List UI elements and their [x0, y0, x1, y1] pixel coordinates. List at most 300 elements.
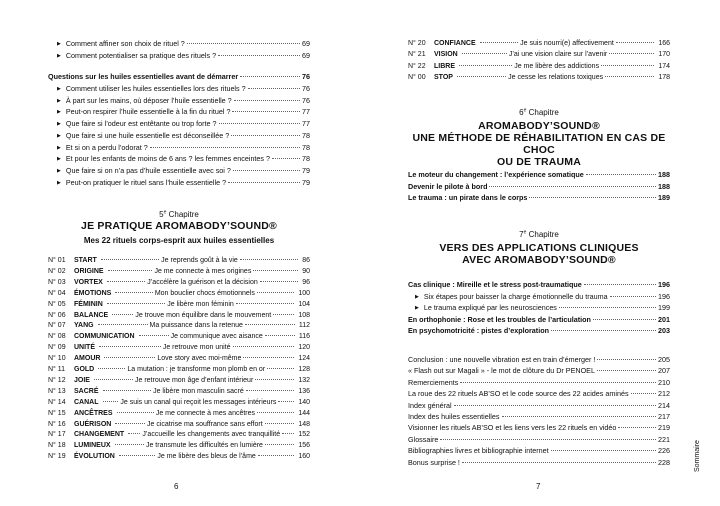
ritual-name: ANCÊTRES [74, 409, 113, 417]
toc-entry-page: 78 [302, 142, 310, 152]
ritual-name: AMOUR [74, 355, 101, 363]
toc-entry-page: 76 [302, 95, 310, 105]
ritual-page: 104 [298, 300, 310, 308]
dot-leader [236, 303, 295, 304]
ritual-description: J’accélère la guérison et la décision [147, 278, 258, 286]
ritual-description: Je suis nourri(e) affectivement [520, 40, 614, 47]
dot-leader [115, 444, 144, 445]
ritual-name: START [74, 257, 97, 264]
dot-leader [234, 100, 300, 101]
toc-entry-text: À part sur les mains, où déposer l’huile essentielle ? [65, 95, 232, 105]
dot-leader [605, 76, 654, 77]
ritual-name: GOLD [74, 366, 95, 373]
toc-entry [408, 170, 670, 180]
ritual-description: Je retrouve mon unité [162, 344, 231, 352]
ritual-entry [48, 278, 310, 289]
dot-leader [233, 170, 300, 171]
dot-leader [267, 368, 294, 369]
dot-leader [282, 433, 294, 434]
toc-entry-page: 226 [658, 446, 670, 456]
dot-leader [101, 259, 159, 260]
ritual-number: N° 11 [48, 366, 66, 373]
ritual-page: 112 [298, 322, 311, 330]
dot-leader [255, 379, 294, 380]
dot-leader [610, 296, 656, 297]
dot-leader [265, 444, 294, 445]
dot-leader [245, 324, 295, 325]
ritual-description: J’ai une vision claire sur l’avenir [508, 51, 608, 59]
ritual-entry [48, 311, 310, 322]
toc-entry-text: Glossaire [408, 434, 439, 444]
ritual-description: Je cicatrise ma souffrance sans effort [146, 420, 263, 428]
toc-entry [408, 366, 670, 376]
ritual-entry [408, 73, 670, 84]
dot-leader [489, 186, 656, 187]
toc-entry-page: 221 [658, 434, 670, 444]
ritual-description: Je me connecte à mes origines [154, 267, 252, 275]
toc-entry-text: Peut-on pratiquer le rituel sans l’huile essentielle ? [65, 177, 227, 187]
toc-entry-text: « Flash out sur Magali » - le mot de clôture du Dr PENOEL [408, 366, 595, 376]
ritual-entry [48, 289, 310, 300]
toc-entry [408, 315, 670, 325]
dot-leader [460, 382, 656, 383]
toc-entry-page: 78 [302, 154, 310, 164]
ritual-entry [48, 332, 310, 343]
ritual-number: N° 06 [48, 311, 66, 319]
dot-leader [551, 330, 656, 331]
chapter-7-label: 7e Chapitre [519, 229, 559, 239]
ritual-description: Je cesse les relations toxiques [508, 73, 604, 81]
ritual-entry [408, 39, 670, 50]
toc-entry-page: 77 [302, 119, 310, 129]
ritual-page: 144 [298, 409, 311, 417]
toc-entry-page: 196 [658, 291, 670, 301]
dot-leader [593, 319, 656, 320]
toc-entry [57, 166, 310, 176]
ritual-page: 140 [298, 398, 310, 406]
toc-entry-text: Visionner les rituels AB’SO et les liens vers les 22 rituels en vidéo [408, 423, 617, 433]
ritual-name: SACRÉ [74, 387, 99, 395]
toc-entry [57, 178, 310, 188]
dot-leader [107, 281, 145, 282]
dot-leader [559, 307, 656, 308]
toc-entry-text: Bibliographies livres et bibliographie internet [408, 446, 549, 456]
dot-leader [529, 197, 656, 198]
toc-entry-page: 214 [658, 400, 670, 410]
dot-leader [231, 135, 300, 136]
ritual-entry [48, 398, 310, 409]
toc-entry-page: 203 [658, 326, 670, 335]
ritual-page: 174 [658, 62, 671, 70]
ritual-entry [48, 376, 310, 387]
dot-leader [107, 303, 166, 304]
toc-entry [408, 193, 670, 203]
toc-entry [408, 326, 670, 336]
toc-entry-page: 205 [658, 355, 670, 364]
dot-leader [462, 53, 507, 54]
ritual-page: 160 [298, 453, 311, 461]
ritual-name: BALANCE [74, 311, 109, 319]
ritual-number: N° 01 [48, 257, 66, 264]
dot-leader [480, 42, 519, 43]
toc-entry-text: Et si on a perdu l’odorat ? [65, 142, 148, 152]
bullet-arrow-icon: ▶ [57, 109, 61, 116]
toc-entry-text: Devenir le pilote à bord [408, 181, 488, 191]
ritual-entry [48, 267, 310, 278]
ritual-number: N° 09 [48, 344, 66, 352]
dot-leader [597, 370, 656, 371]
bullet-arrow-icon: ▶ [57, 53, 61, 60]
toc-entry-text: Comment utiliser les huiles essentielles lors des rituels ? [65, 84, 246, 93]
ritual-entry [48, 343, 310, 354]
toc-entry [57, 107, 310, 117]
ritual-entry [48, 409, 310, 420]
toc-entry-page: 219 [658, 423, 670, 433]
ritual-name: COMMUNICATION [74, 333, 135, 341]
dot-leader [240, 76, 300, 77]
dot-leader [108, 270, 153, 271]
ritual-entry [48, 387, 310, 398]
ritual-description: Je libère mon masculin sacré [153, 387, 244, 395]
ritual-number: N° 18 [48, 442, 66, 450]
dot-leader [616, 42, 655, 43]
bullet-arrow-icon: ▶ [415, 305, 419, 311]
sommaire-side-label: Sommaire [694, 440, 701, 472]
toc-entry-text: La roue des 22 rituels AB’SO et le code source des 22 acides aminés [408, 389, 629, 399]
dot-leader [150, 147, 300, 148]
toc-entry-page: 210 [658, 377, 670, 387]
ritual-number: N° 22 [408, 62, 426, 70]
toc-entry-page: 69 [302, 51, 310, 61]
ritual-number: N° 03 [48, 278, 66, 286]
dot-leader [597, 359, 656, 360]
ritual-number: N° 15 [48, 409, 66, 417]
ritual-name: JOIE [74, 376, 90, 384]
ritual-number: N° 12 [48, 376, 66, 384]
ritual-page: 90 [302, 267, 310, 275]
ritual-number: N° 16 [48, 420, 66, 428]
toc-entry [408, 401, 670, 411]
toc-entry [57, 51, 310, 61]
dot-leader [584, 284, 656, 285]
toc-entry [408, 446, 670, 456]
toc-entry-page: 228 [658, 457, 670, 467]
toc-entry [415, 292, 670, 302]
dot-leader [601, 65, 654, 66]
toc-entry-text: Le trauma : un pirate dans le corps [408, 193, 528, 202]
ritual-number: N° 21 [408, 51, 426, 59]
toc-entry-page: 188 [658, 170, 670, 179]
toc-entry-text: Et pour les enfants de moins de 6 ans ? les femmes enceintes ? [65, 154, 271, 164]
ritual-description: Je reprends goût à la vie [161, 257, 238, 264]
questions-heading [48, 72, 310, 82]
toc-entry-text: En orthophonie : Rose et les troubles de l’articulation [408, 314, 591, 324]
dot-leader [609, 53, 654, 54]
chapter-6-label: 6e Chapitre [519, 107, 559, 117]
ritual-page: 124 [298, 355, 311, 363]
dot-leader [98, 324, 148, 325]
dot-leader [233, 346, 295, 347]
dot-leader [104, 357, 155, 358]
toc-entry-page: 189 [658, 193, 670, 202]
ritual-name: ÉMOTIONS [74, 289, 112, 297]
toc-entry-page: 78 [302, 130, 310, 140]
ritual-entry [48, 441, 310, 452]
dot-leader [219, 123, 301, 124]
dot-leader [128, 433, 140, 434]
ritual-name: ÉVOLUTION [74, 453, 115, 461]
toc-entry-text: Cas clinique : Mireille et le stress post-traumatique [408, 280, 582, 289]
toc-entry [57, 84, 310, 94]
toc-entry-text: Que faire si on n’a pas d’huile essentielle avec soi ? [65, 165, 231, 175]
dot-leader [246, 390, 295, 391]
toc-entry [408, 355, 670, 365]
ritual-description: Je trouve mon équilibre dans le mouvement [135, 311, 272, 319]
toc-entry-text: Comment potentialiser sa pratique des rituels ? [65, 51, 217, 61]
bullet-arrow-icon: ▶ [57, 132, 61, 139]
ritual-description: Love story avec moi-même [157, 355, 242, 363]
toc-entry [408, 389, 670, 399]
dot-leader [462, 462, 656, 463]
ritual-number: N° 07 [48, 322, 66, 330]
ritual-description: Je communique avec aisance [170, 333, 263, 341]
toc-entry-page: 217 [658, 412, 670, 421]
toc-entry [57, 131, 310, 141]
toc-entry-page: 212 [658, 389, 670, 399]
toc-entry [415, 303, 670, 313]
dot-leader [260, 281, 298, 282]
ritual-name: CHANGEMENT [74, 431, 125, 439]
ritual-page: 136 [298, 387, 311, 395]
dot-leader [272, 158, 300, 159]
ritual-number: N° 14 [48, 398, 66, 406]
dot-leader [631, 393, 656, 394]
ritual-name: UNITÉ [74, 344, 95, 352]
ritual-entry [408, 50, 670, 61]
ritual-number: N° 17 [48, 431, 66, 439]
ritual-entry [48, 321, 310, 332]
ritual-page: 96 [302, 278, 311, 286]
toc-entry-page: 196 [658, 280, 670, 289]
ritual-page: 148 [298, 420, 310, 428]
toc-entry-page: 69 [302, 39, 310, 48]
ritual-name: CANAL [74, 398, 99, 406]
toc-entry-text: Bonus surprise ! [408, 457, 460, 467]
ritual-description: J’accueille les changements avec tranquillité [142, 431, 281, 439]
ritual-page: 166 [658, 40, 671, 47]
dot-leader [457, 76, 506, 77]
right-page [360, 0, 720, 506]
bullet-arrow-icon: ▶ [57, 121, 61, 128]
toc-entry [408, 458, 670, 468]
bullet-arrow-icon: ▶ [57, 156, 61, 163]
ritual-description: Je retrouve mon âge d’enfant intérieur [134, 376, 254, 384]
bullet-arrow-icon: ▶ [57, 179, 61, 186]
toc-entry [408, 378, 670, 388]
ritual-page: 128 [298, 366, 310, 373]
toc-entry [57, 39, 310, 49]
dot-leader [586, 174, 656, 175]
ritual-page: 100 [298, 289, 310, 297]
dot-leader [243, 357, 294, 358]
toc-entry [408, 423, 670, 433]
bullet-arrow-icon: ▶ [57, 167, 61, 174]
dot-leader [265, 335, 295, 336]
ritual-entry [48, 420, 310, 431]
ritual-number: N° 10 [48, 355, 66, 363]
dot-leader [459, 65, 512, 66]
toc-entry-text: En psychomotricité : pistes d’exploration [408, 326, 549, 335]
ritual-entry [48, 354, 310, 365]
dot-leader [454, 405, 656, 406]
bullet-arrow-icon: ▶ [415, 293, 419, 300]
dot-leader [273, 314, 294, 315]
ritual-description: Je me connecte à mes ancêtres [155, 409, 256, 417]
ritual-number: N° 13 [48, 387, 66, 395]
toc-entry [57, 96, 310, 106]
ritual-description: La mutation : je transforme mon plomb en or [127, 366, 266, 373]
toc-entry-text: Que faire si l’odeur est entêtante ou trop forte ? [65, 119, 217, 129]
toc-entry-text: Remerciements [408, 377, 459, 387]
ritual-page: 86 [302, 257, 310, 264]
chapter-5-title: JE PRATIQUE AROMABODY’SOUND® [81, 220, 277, 232]
ritual-page: 152 [298, 431, 311, 439]
ritual-entry [48, 430, 310, 441]
dot-leader [103, 390, 152, 391]
toc-entry-page: 201 [658, 314, 670, 324]
ritual-name: YANG [74, 322, 94, 330]
dot-leader [502, 416, 657, 417]
toc-entry-page: 207 [658, 366, 670, 376]
dot-leader [257, 412, 294, 413]
chapter-6-title: AROMABODY’SOUND® UNE MÉTHODE DE RÉHABILITATION EN CAS DE CHOC OU DE TRAUMA [412, 120, 666, 168]
ritual-page: 132 [298, 376, 310, 384]
toc-entry [57, 119, 310, 129]
page-number-right: 7 [536, 482, 541, 491]
dot-leader [139, 335, 169, 336]
toc-entry-text: Le trauma expliqué par les neurosciences [423, 303, 557, 312]
dot-leader [103, 401, 119, 402]
toc-entry-page: 76 [302, 84, 310, 93]
toc-entry-page: 76 [302, 72, 310, 81]
dot-leader [258, 455, 295, 456]
ritual-name: VORTEX [74, 278, 103, 286]
ritual-page: 156 [298, 442, 311, 450]
ritual-page: 116 [298, 333, 311, 341]
toc-entry [408, 280, 670, 290]
dot-leader [248, 88, 300, 89]
ritual-number: N° 20 [408, 40, 426, 47]
ritual-entry [48, 452, 310, 463]
toc-entry [408, 182, 670, 192]
ritual-number: N° 19 [48, 453, 66, 461]
dot-leader [115, 292, 152, 293]
ritual-description: Je transmute les difficultés en lumière [145, 442, 263, 450]
toc-entry-text: Questions sur les huiles essentielles avant de démarrer [48, 72, 239, 81]
ritual-description: Ma puissance dans la retenue [149, 322, 243, 330]
toc-entry-text: Le moteur du changement : l’expérience somatique [408, 170, 584, 179]
toc-entry-page: 79 [302, 165, 310, 175]
toc-entry-text: Comment affiner son choix de rituel ? [65, 39, 185, 48]
ritual-description: Je me libère des addictions [514, 62, 600, 70]
bullet-arrow-icon: ▶ [57, 97, 61, 104]
dot-leader [218, 55, 300, 56]
dot-leader [551, 450, 656, 451]
dot-leader [115, 423, 145, 424]
toc-entry-page: 79 [302, 177, 310, 187]
toc-entry-page: 199 [658, 303, 670, 312]
dot-leader [240, 259, 298, 260]
ritual-entry [408, 62, 670, 73]
ritual-number: N° 08 [48, 333, 66, 341]
toc-entry-text: Que faire si une huile essentielle est déconseillée ? [65, 130, 230, 140]
ritual-page: 178 [658, 73, 670, 81]
ritual-description: Je suis un canal qui reçoit les messages intérieurs [120, 398, 277, 406]
ritual-description: Je libère mon féminin [167, 300, 234, 308]
toc-entry-text: Conclusion : une nouvelle vibration est en train d’émerger ! [408, 355, 596, 364]
chapter-5-subtitle: Mes 22 rituels corps-esprit aux huiles essentielles [83, 236, 275, 245]
toc-entry [408, 435, 670, 445]
dot-leader [257, 292, 294, 293]
dot-leader [94, 379, 133, 380]
toc-entry [57, 143, 310, 153]
ritual-entry [48, 365, 310, 376]
ritual-page: 120 [298, 344, 311, 352]
dot-leader [187, 43, 300, 44]
toc-entry-text: Index des huiles essentielles [408, 412, 500, 421]
dot-leader [253, 270, 298, 271]
toc-entry-text: Six étapes pour baisser la charge émotionnelle du trauma [423, 291, 608, 301]
toc-entry-text: Peut-on respirer l’huile essentielle à la fin du rituel ? [65, 107, 231, 117]
dot-leader [265, 423, 295, 424]
chapter-5-label: 5e Chapitre [159, 209, 199, 219]
ritual-number: N° 04 [48, 289, 66, 297]
dot-leader [228, 182, 300, 183]
toc-entry [57, 154, 310, 164]
ritual-number: N° 05 [48, 300, 66, 308]
page-number-left: 6 [174, 482, 179, 491]
dot-leader [440, 439, 656, 440]
ritual-entry [48, 256, 310, 267]
dot-leader [618, 427, 656, 428]
ritual-entry [48, 300, 310, 311]
ritual-name: CONFIANCE [434, 40, 476, 47]
toc-entry-page: 77 [302, 107, 310, 117]
bullet-arrow-icon: ▶ [57, 41, 61, 47]
ritual-name: VISION [434, 51, 458, 59]
dot-leader [278, 401, 294, 402]
dot-leader [117, 412, 154, 413]
toc-entry [408, 412, 670, 422]
toc-entry-page: 188 [658, 181, 670, 191]
chapter-7-title: VERS DES APPLICATIONS CLINIQUES AVEC AROMABODY’SOUND® [439, 242, 639, 266]
dot-leader [99, 346, 161, 347]
ritual-number: N° 00 [408, 73, 426, 81]
ritual-number: N° 02 [48, 267, 66, 275]
dot-leader [112, 314, 133, 315]
ritual-name: LIBRE [434, 62, 455, 70]
dot-leader [232, 111, 300, 112]
ritual-description: Mon bouclier chocs émotionnels [154, 289, 255, 297]
ritual-name: FÉMININ [74, 300, 103, 308]
ritual-name: LUMINEUX [74, 442, 111, 450]
ritual-name: STOP [434, 73, 453, 81]
ritual-name: GUÉRISON [74, 420, 112, 428]
ritual-page: 108 [298, 311, 310, 319]
toc-entry-text: Index général [408, 400, 452, 410]
bullet-arrow-icon: ▶ [57, 144, 61, 151]
dot-leader [98, 368, 125, 369]
